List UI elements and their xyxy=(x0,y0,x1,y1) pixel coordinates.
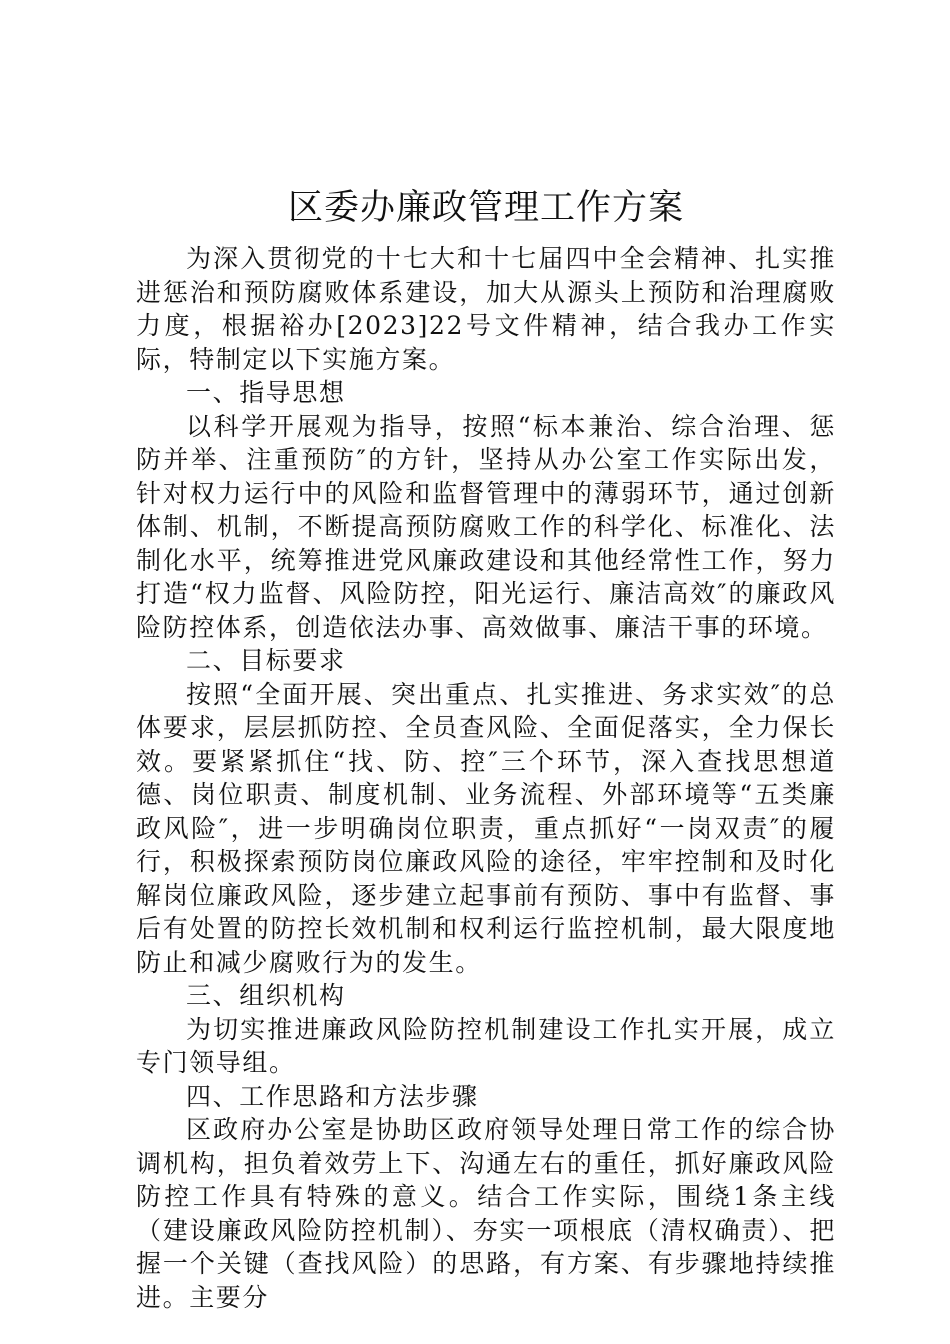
paragraph-organization: 为切实推进廉政风险防控机制建设工作扎实开展，成立专门领导组。 xyxy=(136,1014,836,1077)
paragraph-goals: 按照“全面开展、突出重点、扎实推进、务求实效″的总体要求，层层抓防控、全员查风险、全面促落实，全力保长效。要紧紧抓住“找、防、控″三个环节，深入查找思想道德、岗位职责、制度机制、业务流程、外部环境等“五类廉政风险″，进一步明确岗位职责，重点抓好“一岗双责″的履行，积极探索预防岗位廉政风险的途径，牢牢控制和及时化解岗位廉政风险，逐步建立起事前有预防、事中有监督、事后有处置的防控长效机制和权利运行监控机制，最大限度地防止和减少腐败行为的发生。 xyxy=(136,679,836,977)
section-heading-organization: 三、组织机构 xyxy=(186,981,346,1010)
document-title: 区委办廉政管理工作方案 xyxy=(287,188,684,228)
paragraph-guiding-ideology: 以科学开展观为指导，按照“标本兼治、综合治理、惩防并举、注重预防″的方针，坚持从办公室工作实际出发，针对权力运行中的风险和监督管理中的薄弱环节，通过创新体制、机制，不断提高预防腐败工作的科学化、标准化、法制化水平，统筹推进党风廉政建设和其他经常性工作，努力打造“权力监督、风险防控，阳光运行、廉洁高效″的廉政风险防控体系，创造依法办事、高效做事、廉洁干事的环境。 xyxy=(136,411,836,642)
section-heading-approach: 四、工作思路和方法步骤 xyxy=(186,1081,479,1111)
section-heading-guiding-ideology: 一、指导思想 xyxy=(186,378,346,407)
paragraph-approach: 区政府办公室是协助区政府领导处理日常工作的综合协调机构，担负着效劳上下、沟通左右的重任，抓好廉政风险防控工作具有特殊的意义。结合工作实际，围绕1条主线（建设廉政风险防控机制）、夯实一项根底（清权确责）、把握一个关键（查找风险）的思路，有方案、有步骤地持续推进。主要分 xyxy=(136,1115,836,1312)
document-body xyxy=(136,242,836,1314)
document-page xyxy=(136,180,836,1314)
paragraph-intro: 为深入贯彻党的十七大和十七届四中全会精神、扎实推进惩治和预防腐败体系建设，加大从源头上预防和治理腐败力度，根据裕办[2023]22号文件精神，结合我办工作实际，特制定以下实施方案。 xyxy=(136,244,836,374)
section-heading-goals: 二、目标要求 xyxy=(186,646,346,675)
